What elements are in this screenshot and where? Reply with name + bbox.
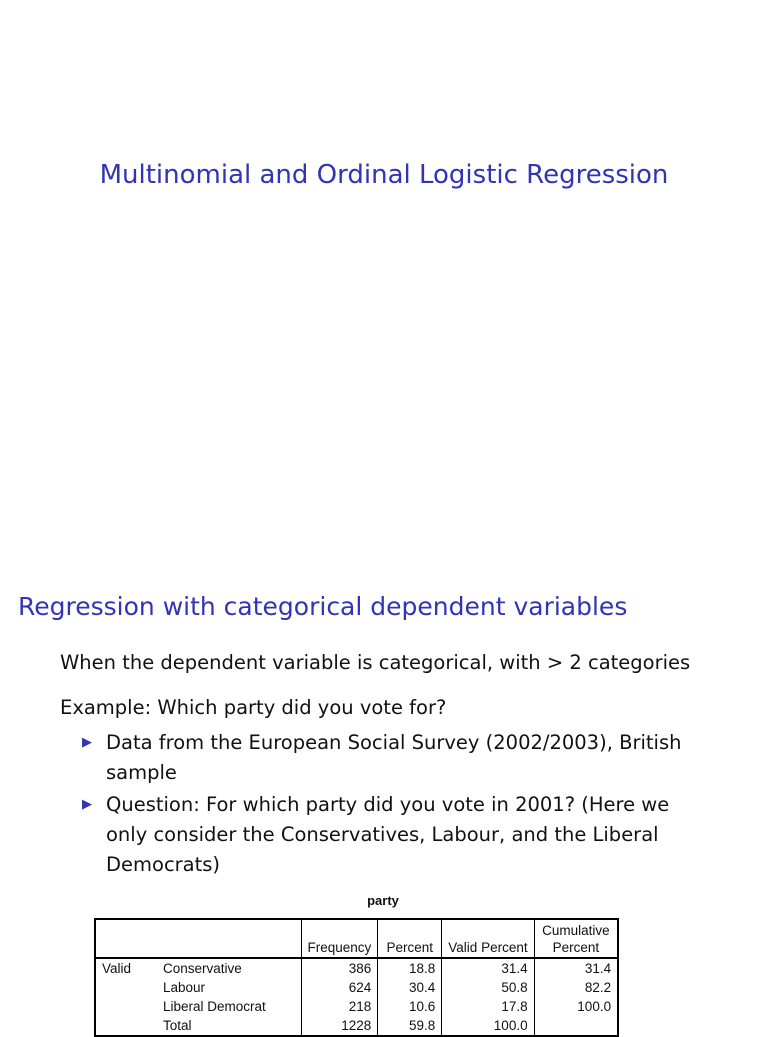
triangle-bullet-icon: ▶ — [82, 735, 92, 750]
bullet-item — [82, 728, 706, 788]
intro-line: When the dependent variable is categorical, with > 2 categories — [60, 651, 691, 674]
cumulative-percent-cell — [534, 1016, 618, 1036]
frequency-cell: 624 — [301, 978, 378, 997]
header-cell — [95, 919, 157, 958]
header-valid-percent: Valid Percent — [442, 919, 534, 958]
table-row — [95, 978, 618, 997]
table-row — [95, 997, 618, 1016]
row-label: Liberal Democrat — [163, 999, 266, 1014]
table-row — [95, 958, 618, 978]
cumulative-percent-cell: 82.2 — [534, 978, 618, 997]
table-caption: party — [367, 893, 399, 908]
frame-title: Regression with categorical dependent variables — [18, 592, 628, 621]
frequency-cell: 218 — [301, 997, 378, 1016]
header-percent: Percent — [378, 919, 442, 958]
frequency-cell: 1228 — [301, 1016, 378, 1036]
valid-percent-cell: 31.4 — [442, 958, 534, 978]
row-label: Labour — [163, 980, 206, 995]
row-label: Conservative — [163, 961, 242, 976]
group-label: Valid — [102, 961, 132, 976]
percent-cell: 30.4 — [378, 978, 442, 997]
percent-cell: 59.8 — [378, 1016, 442, 1036]
bullet-text: Question: For which party did you vote in 2001? (Here we only consider the Conservatives, Labour, and the Liberal Democrats) — [106, 793, 670, 876]
table-header-row — [95, 919, 618, 958]
triangle-bullet-icon: ▶ — [82, 797, 92, 812]
row-label: Total — [163, 1018, 192, 1033]
frequency-table — [94, 918, 619, 1037]
percent-cell: 10.6 — [378, 997, 442, 1016]
bullet-item — [82, 790, 686, 880]
slide-title: Multinomial and Ordinal Logistic Regression — [99, 160, 669, 190]
bullet-text: Data from the European Social Survey (2002/2003), British sample — [106, 731, 682, 784]
frequency-cell: 386 — [301, 958, 378, 978]
header-cell — [157, 919, 301, 958]
valid-percent-cell: 100.0 — [442, 1016, 534, 1036]
cumulative-percent-cell: 100.0 — [534, 997, 618, 1016]
valid-percent-cell: 17.8 — [442, 997, 534, 1016]
cumulative-percent-cell: 31.4 — [534, 958, 618, 978]
header-frequency: Frequency — [301, 919, 378, 958]
table-row — [95, 1016, 618, 1036]
example-line: Example: Which party did you vote for? — [60, 696, 447, 719]
percent-cell: 18.8 — [378, 958, 442, 978]
header-cumulative-percent: Cumulative Percent — [534, 919, 618, 958]
valid-percent-cell: 50.8 — [442, 978, 534, 997]
